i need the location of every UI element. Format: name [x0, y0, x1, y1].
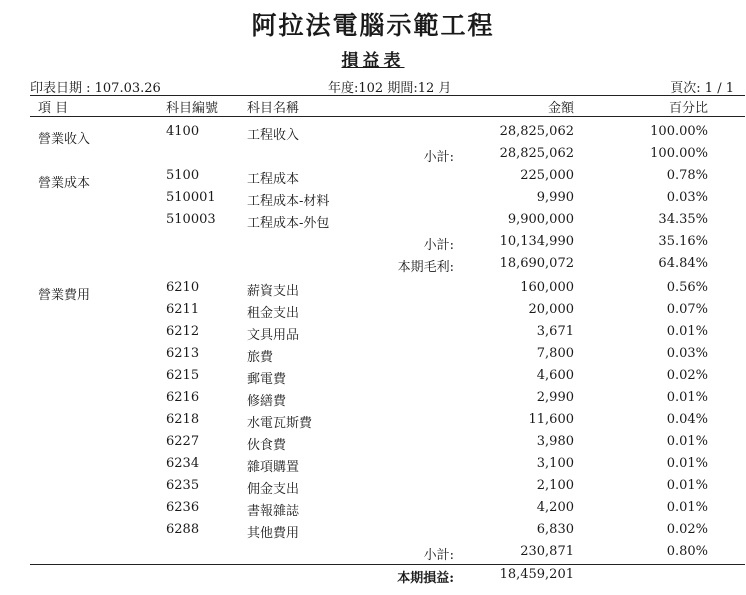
row-account-code: 6213: [166, 346, 200, 361]
table-row: [0, 365, 746, 387]
row-account-code: 6216: [166, 390, 200, 405]
table-row: [0, 431, 746, 453]
net-income-amount: 18,459,201: [499, 567, 574, 582]
row-amount: 10,134,990: [499, 234, 574, 249]
row-amount: 28,825,062: [499, 146, 574, 161]
row-percent: 0.02%: [666, 368, 708, 383]
table-row: [0, 165, 746, 191]
row-amount: 2,990: [536, 390, 574, 405]
row-amount: 225,000: [520, 168, 574, 183]
row-account-code: 6210: [166, 280, 200, 295]
row-account-code: 6218: [166, 412, 200, 427]
table-row: [0, 541, 746, 563]
row-percent: 0.07%: [666, 302, 708, 317]
row-percent: 100.00%: [650, 146, 708, 161]
row-percent: 0.03%: [666, 346, 708, 361]
row-amount: 20,000: [528, 302, 574, 317]
row-amount: 7,800: [536, 346, 574, 361]
company-title: 阿拉法電腦示範工程: [251, 11, 495, 40]
report-title: [0, 46, 746, 71]
row-summary-label: 小計:: [423, 150, 454, 165]
row-account-code: 6288: [166, 522, 200, 537]
row-account-name: 旅費: [247, 350, 274, 365]
row-account-name: 租金支出: [247, 306, 300, 321]
row-account-name: 佣金支出: [247, 482, 300, 497]
row-account-code: 510003: [166, 212, 216, 227]
row-percent: 0.80%: [666, 544, 708, 559]
report-title-text: 損益表: [341, 51, 405, 71]
row-account-code: 6234: [166, 456, 200, 471]
row-account-name: 文具用品: [247, 328, 300, 343]
row-percent: 0.01%: [666, 500, 708, 515]
row-amount: 160,000: [520, 280, 574, 295]
col-header-item: 項 目: [38, 101, 69, 116]
row-account-name: 伙食費: [247, 438, 287, 453]
col-header-code: 科目編號: [166, 101, 219, 116]
table-row: [0, 143, 746, 165]
row-percent: 0.01%: [666, 434, 708, 449]
row-account-name: 修繕費: [247, 394, 287, 409]
table-row: [0, 121, 746, 147]
row-account-name: 工程成本-外包: [247, 216, 330, 231]
row-amount: 4,200: [536, 500, 574, 515]
table-row: [0, 409, 746, 431]
col-header-amount: 金額: [547, 101, 574, 116]
row-percent: 0.78%: [666, 168, 708, 183]
row-account-name: 工程收入: [247, 128, 300, 143]
row-account-name: 其他費用: [247, 526, 300, 541]
row-amount: 6,830: [536, 522, 574, 537]
row-amount: 18,690,072: [499, 256, 574, 271]
page-number: 頁次: 1 / 1: [670, 81, 734, 96]
row-section: 營業收入: [38, 132, 91, 147]
row-account-name: 薪資支出: [247, 284, 300, 299]
row-percent: 34.35%: [658, 212, 708, 227]
row-percent: 100.00%: [650, 124, 708, 139]
table-row: [0, 519, 746, 541]
table-row: [0, 231, 746, 253]
row-account-name: 郵電費: [247, 372, 287, 387]
table-row: [0, 299, 746, 321]
row-amount: 11,600: [528, 412, 574, 427]
table-row: [0, 187, 746, 209]
row-percent: 0.04%: [666, 412, 708, 427]
row-account-name: 雜項購置: [247, 460, 300, 475]
row-amount: 2,100: [536, 478, 574, 493]
header-top-rule: [30, 95, 745, 96]
row-percent: 0.56%: [666, 280, 708, 295]
row-amount: 9,900,000: [507, 212, 574, 227]
row-account-name: 工程成本-材料: [247, 194, 330, 209]
row-percent: 0.01%: [666, 456, 708, 471]
print-date: 印表日期 : 107.03.26: [30, 81, 161, 96]
table-row: [0, 321, 746, 343]
table-row: [0, 209, 746, 231]
net-income-label: 本期損益:: [397, 571, 454, 586]
footer-rule: [30, 564, 745, 565]
row-account-name: 工程成本: [247, 172, 300, 187]
row-percent: 64.84%: [658, 256, 708, 271]
row-percent: 35.16%: [658, 234, 708, 249]
row-account-code: 4100: [166, 124, 200, 139]
row-amount: 3,671: [536, 324, 574, 339]
row-account-code: 6215: [166, 368, 200, 383]
row-summary-label: 小計:: [423, 238, 454, 253]
table-row: [0, 497, 746, 519]
row-amount: 230,871: [520, 544, 574, 559]
row-account-name: 水電瓦斯費: [247, 416, 313, 431]
col-header-name: 科目名稱: [247, 101, 300, 116]
col-header-percent: 百分比: [668, 101, 708, 116]
row-account-code: 5100: [166, 168, 200, 183]
row-amount: 4,600: [536, 368, 574, 383]
row-account-code: 510001: [166, 190, 216, 205]
table-row: [0, 343, 746, 365]
table-row: [0, 453, 746, 475]
table-row: [0, 253, 746, 275]
row-amount: 28,825,062: [499, 124, 574, 139]
table-row: [0, 475, 746, 497]
row-amount: 3,100: [536, 456, 574, 471]
header-bottom-rule: [30, 116, 745, 117]
row-account-code: 6227: [166, 434, 200, 449]
row-section: 營業費用: [38, 288, 91, 303]
table-row: [0, 387, 746, 409]
row-amount: 3,980: [536, 434, 574, 449]
row-account-code: 6235: [166, 478, 200, 493]
row-account-code: 6212: [166, 324, 200, 339]
period: 年度:102 期間:12 月: [328, 81, 452, 96]
table-row: [0, 277, 746, 303]
row-account-code: 6236: [166, 500, 200, 515]
row-summary-label: 本期毛利:: [397, 260, 454, 275]
row-percent: 0.01%: [666, 324, 708, 339]
row-summary-label: 小計:: [423, 548, 454, 563]
row-account-code: 6211: [166, 302, 200, 317]
row-percent: 0.01%: [666, 390, 708, 405]
row-percent: 0.03%: [666, 190, 708, 205]
row-section: 營業成本: [38, 176, 91, 191]
row-amount: 9,990: [536, 190, 574, 205]
row-percent: 0.02%: [666, 522, 708, 537]
row-percent: 0.01%: [666, 478, 708, 493]
row-account-name: 書報雜誌: [247, 504, 300, 519]
